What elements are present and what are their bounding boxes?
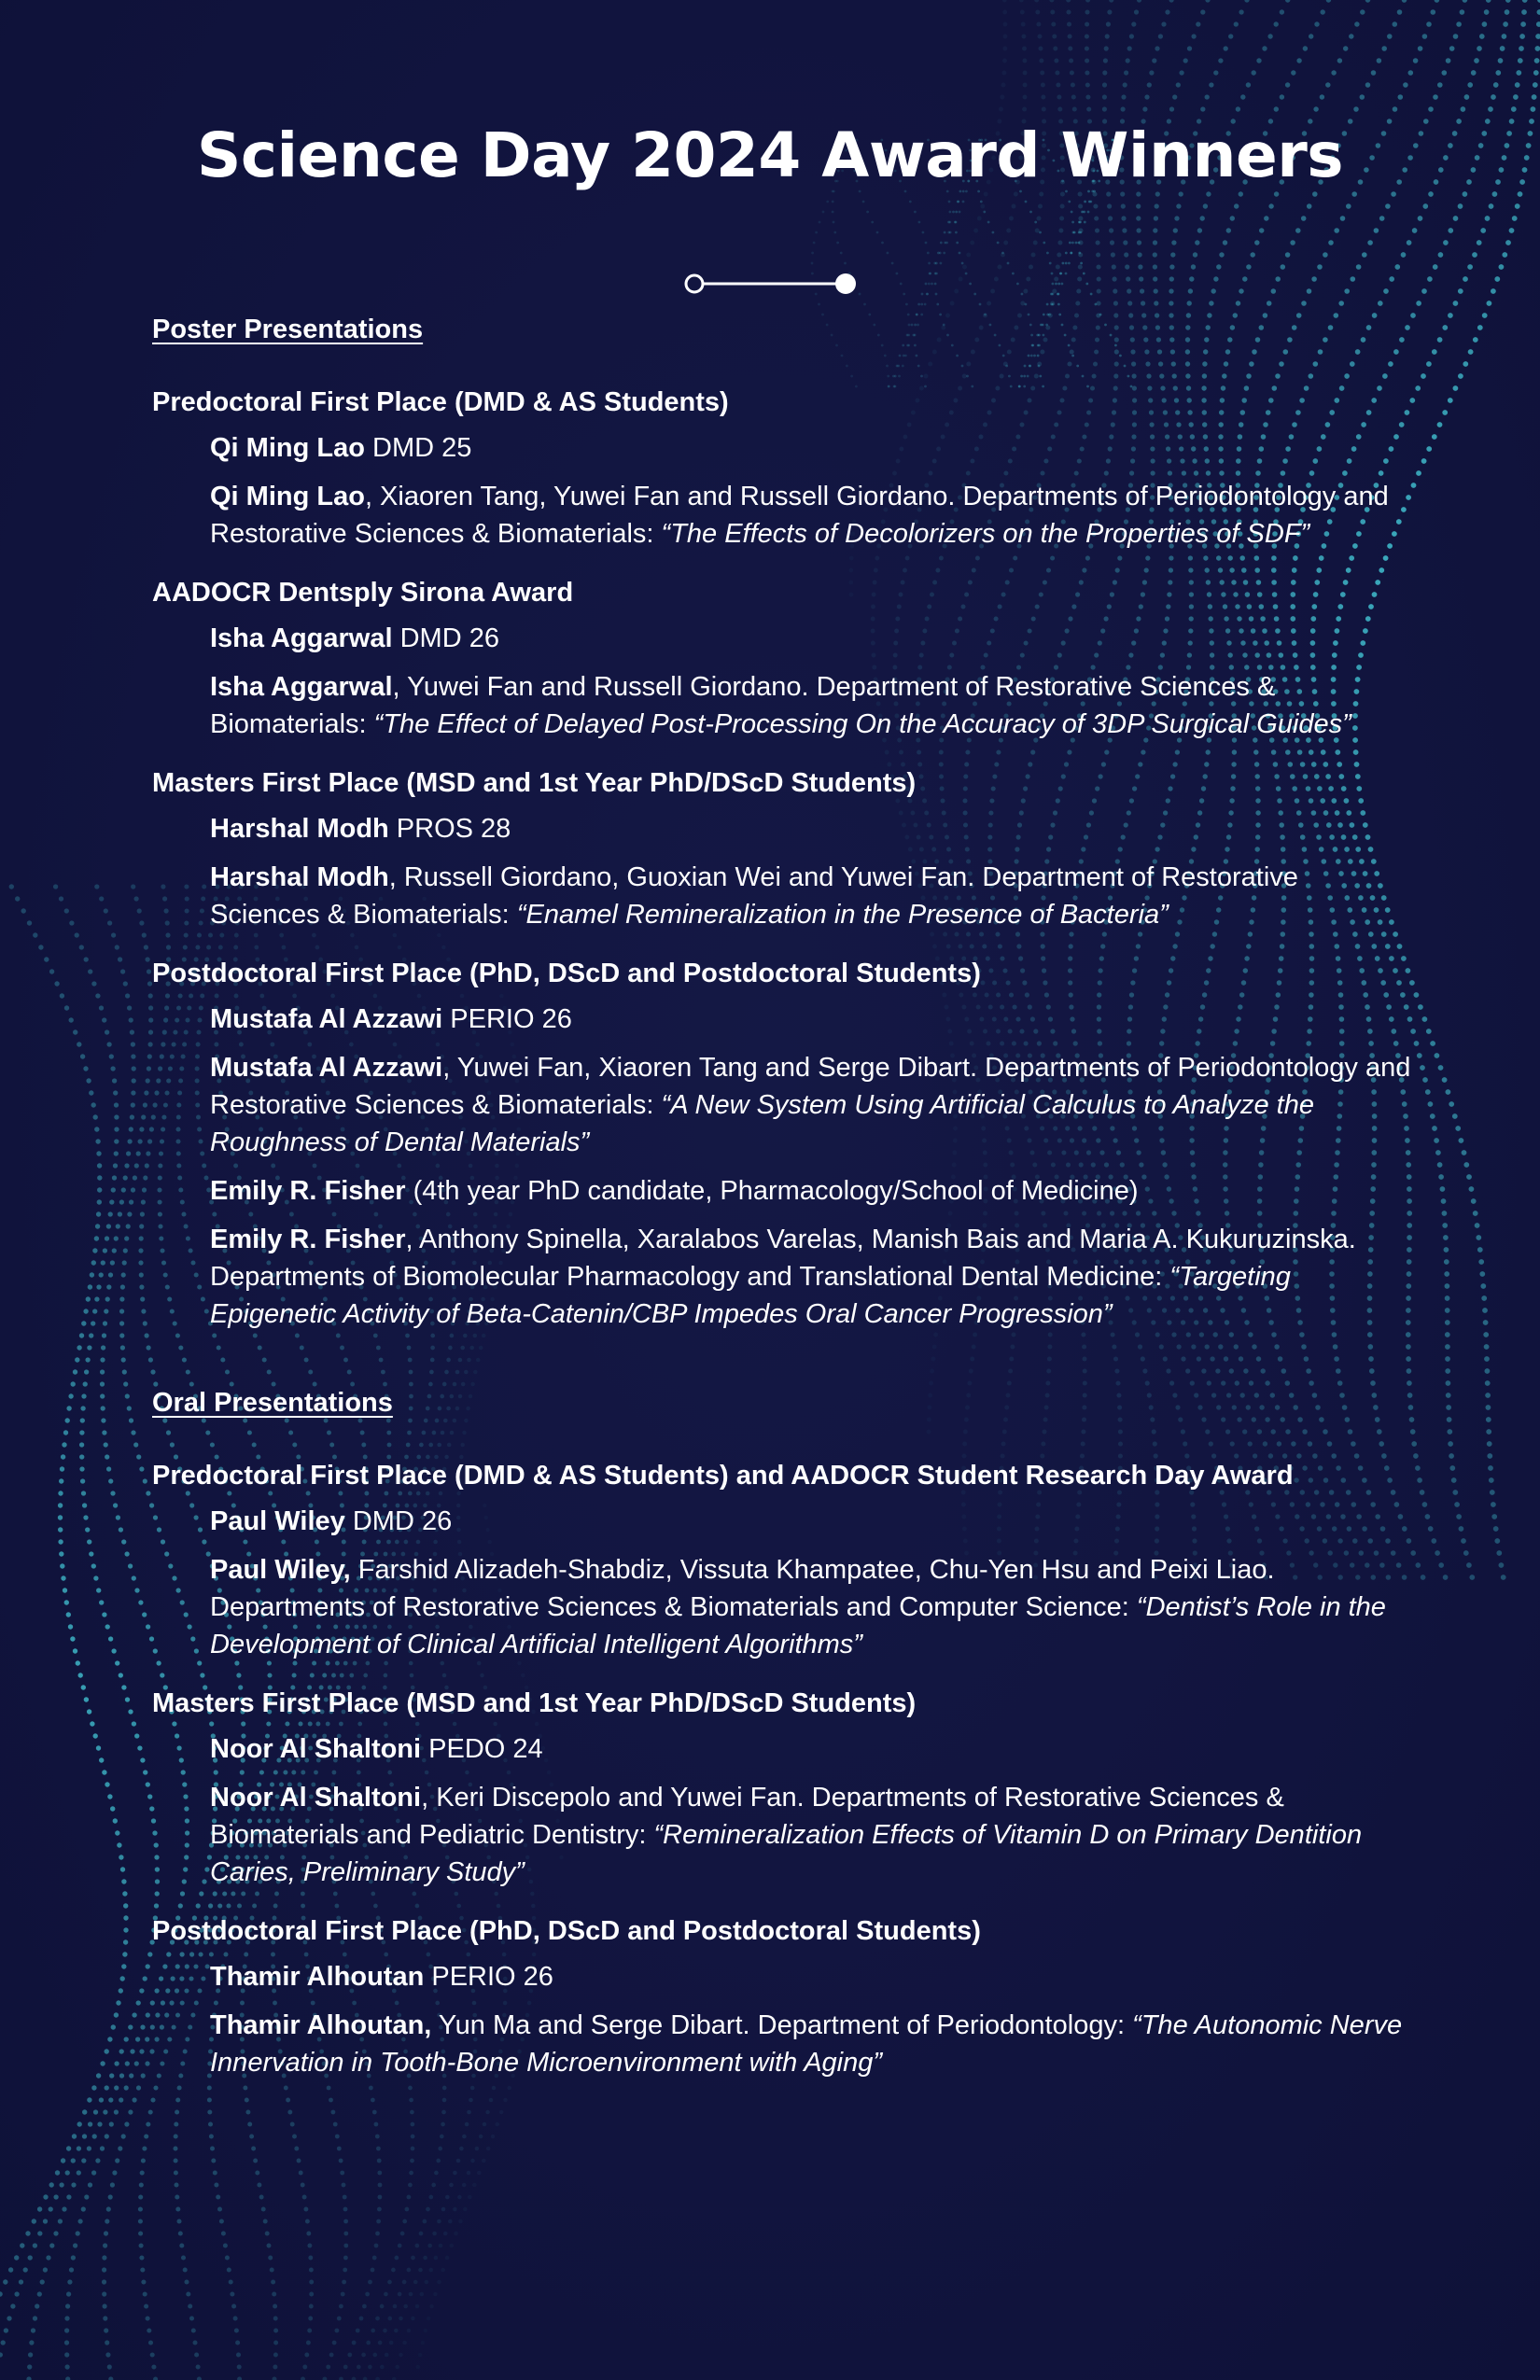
winner-name: Harshal Modh [210,814,389,844]
citation [210,1779,1412,1891]
award-predoctoral-first-place [152,381,1412,553]
citation-title: “Enamel Remineralization in the Presence of Bacteria” [516,900,1169,930]
winner-line [210,1172,1412,1210]
citation-title: “Remineralization Effects of Vitamin D on Primary Dentition Caries, Preliminary Study” [210,1820,1363,1887]
winner-detail: DMD 26 [392,623,499,653]
citation-lead-author: Noor Al Shaltoni [210,1783,422,1813]
section-heading: Oral Presentations [152,1388,393,1418]
award-predoctoral-first-place [152,1454,1412,1663]
citation-authors: , Yuwei Fan and Russell Giordano. Department of Restorative Sciences & Biomaterials: [210,672,1276,739]
citation-authors: , Russell Giordano, Guoxian Wei and Yuwei Fan. Department of Restorative Sciences & Biomaterials: [210,862,1298,930]
award-title: Postdoctoral First Place (PhD, DScD and Postdoctoral Students) [152,959,981,988]
line-divider-icon [681,267,859,301]
winner-detail: DMD 26 [344,1506,453,1536]
citation-lead-author: Qi Ming Lao [210,482,365,511]
awards-list [152,308,1412,2100]
award-entry [152,1958,1412,2081]
award-title: Postdoctoral First Place (PhD, DScD and Postdoctoral Students) [152,1916,981,1946]
award-title: Masters First Place (MSD and 1st Year PhD/DScD Students) [152,768,917,798]
citation-lead-author: Isha Aggarwal [210,672,393,702]
citation-lead-author: Mustafa Al Azzawi [210,1053,443,1083]
citation-title: “The Effects of Decolorizers on the Properties of SDF” [661,519,1310,549]
award-masters-first-place [152,1682,1412,1891]
winner-line [210,1730,1412,1768]
award-entry [152,1503,1412,1663]
award-postdoctoral-first-place [152,952,1412,1333]
winner-name: Isha Aggarwal [210,623,393,653]
citation [210,478,1412,553]
citation-authors: , Xiaoren Tang, Yuwei Fan and Russell Giordano. Departments of Periodontology and Restorative Sciences & Biomaterials: [210,482,1389,549]
citation [210,1551,1412,1663]
winner-line [210,620,1412,657]
section-poster-presentations [152,308,1412,1333]
winner-name: Thamir Alhoutan [210,1962,425,1992]
winner-name: Qi Ming Lao [210,433,365,463]
award-aadocr-dentsply-sirona [152,571,1412,743]
winner-detail: PERIO 26 [442,1004,572,1034]
page-title: Science Day 2024 Award Winners [196,119,1344,191]
citation [210,668,1412,743]
citation-authors: Yun Ma and Serge Dibart. Department of Periodontology: [431,2010,1133,2040]
citation-authors: , Keri Discepolo and Yuwei Fan. Departments of Restorative Sciences & Biomaterials and Pediatric Dentistry: [210,1783,1284,1850]
citation-lead-author: Harshal Modh [210,862,389,892]
winner-detail: PEDO 24 [421,1734,543,1764]
award-entry [152,810,1412,933]
award-title: Masters First Place (MSD and 1st Year PhD/DScD Students) [152,1688,917,1718]
citation-title: “Targeting Epigenetic Activity of Beta-Catenin/CBP Impedes Oral Cancer Progression” [210,1262,1291,1329]
winner-detail: PROS 28 [388,814,511,844]
section-oral-presentations [152,1381,1412,2081]
award-postdoctoral-first-place [152,1910,1412,2081]
winner-detail: (4th year PhD candidate, Pharmacology/School of Medicine) [405,1176,1139,1206]
award-title: Predoctoral First Place (DMD & AS Students) and AADOCR Student Research Day Award [152,1461,1294,1491]
citation-lead-author: Thamir Alhoutan, [210,2010,432,2040]
citation-lead-author: Emily R. Fisher [210,1225,406,1254]
citation [210,859,1412,933]
citation-authors: , Anthony Spinella, Xaralabos Varelas, Manish Bais and Maria A. Kukuruzinska. Departments of Biomolecular Pharmacology and Translational Dental Medicine: [210,1225,1356,1292]
winner-name: Mustafa Al Azzawi [210,1004,443,1034]
winner-name: Paul Wiley [210,1506,345,1536]
winner-line [210,810,1412,847]
winner-line [210,1001,1412,1038]
winner-detail: DMD 25 [364,433,472,463]
citation-title: “The Autonomic Nerve Innervation in Tooth-Bone Microenvironment with Aging” [210,2010,1403,2078]
citation-authors: Farshid Alizadeh-Shabdiz, Vissuta Khampatee, Chu-Yen Hsu and Peixi Liao. Departments of Restorative Sciences & Biomaterials and Computer Science: [210,1555,1275,1622]
citation-title: “The Effect of Delayed Post-Processing On the Accuracy of 3DP Surgical Guides” [373,709,1351,739]
citation-title: “Dentist’s Role in the Development of Clinical Artificial Intelligent Algorithms” [210,1592,1386,1659]
citation-title: “A New System Using Artificial Calculus to Analyze the Roughness of Dental Materials” [210,1090,1315,1157]
winner-line [210,1503,1412,1540]
citation [210,1049,1412,1161]
winner-detail: PERIO 26 [424,1962,553,1992]
award-entry [152,620,1412,743]
winner-line [210,1958,1412,1995]
citation-authors: , Yuwei Fan, Xiaoren Tang and Serge Dibart. Departments of Periodontology and Restorative Sciences & Biomaterials: [210,1053,1411,1120]
award-entry [152,429,1412,553]
award-title: AADOCR Dentsply Sirona Award [152,578,574,608]
award-title: Predoctoral First Place (DMD & AS Students) [152,387,729,417]
winner-name: Noor Al Shaltoni [210,1734,422,1764]
winner-name: Emily R. Fisher [210,1176,406,1206]
citation [210,2007,1412,2081]
award-masters-first-place [152,762,1412,933]
winner-line [210,429,1412,467]
award-entry [152,1730,1412,1891]
section-heading: Poster Presentations [152,315,424,344]
citation [210,1221,1412,1333]
award-entry [152,1001,1412,1333]
citation-lead-author: Paul Wiley, [210,1555,351,1585]
